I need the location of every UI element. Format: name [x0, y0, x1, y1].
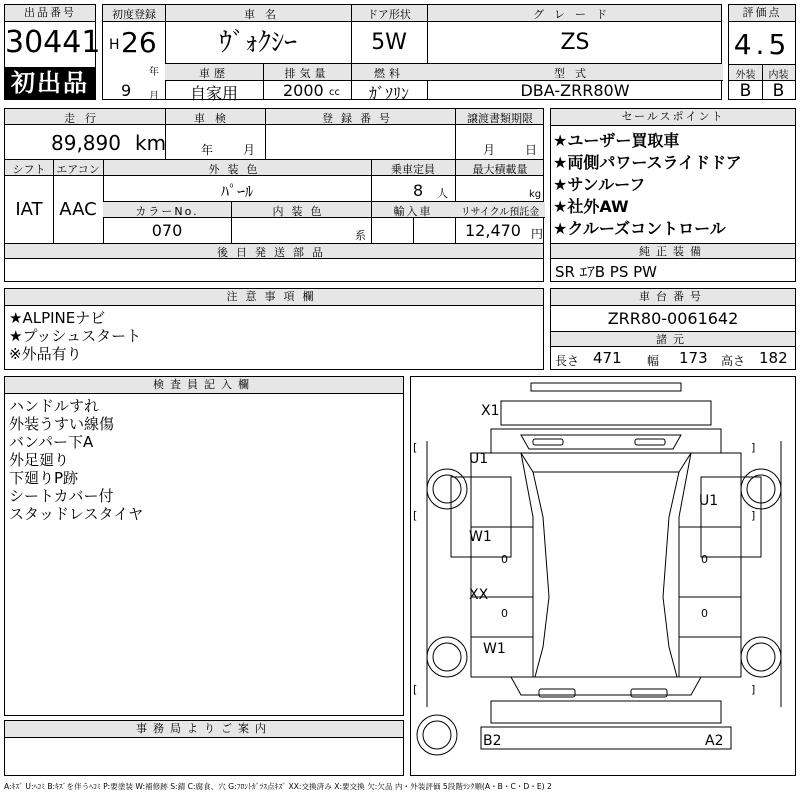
aircon-label: エアコン: [56, 163, 100, 176]
equipment-value: SR ｴｱB PS PW: [555, 263, 657, 281]
mileage-label: 走行: [64, 112, 106, 125]
int-color-unit: 系: [355, 229, 366, 242]
zero-mark: 0: [501, 607, 508, 620]
chassis-label: 車台番号: [551, 289, 795, 306]
width-label: 幅: [647, 354, 660, 368]
mark-a2: A2: [705, 733, 724, 749]
transfer-doc-label: 譲渡書類期限: [467, 112, 533, 125]
bracket-mark: [: [413, 683, 418, 696]
fuel: ｶﾞｿﾘﾝ: [368, 84, 409, 103]
ext-color-label: 外装色: [208, 163, 266, 176]
mileage: 89,890: [51, 131, 121, 155]
inspector-item: ハンドルすれ: [9, 397, 100, 415]
recycle-label: リサイクル預託金: [460, 207, 540, 218]
width: 173: [679, 349, 708, 367]
ext-color: ﾊﾟｰﾙ: [220, 182, 253, 201]
car-name: ｳﾞｫｸｼｰ: [218, 28, 297, 58]
month-unit: 月: [149, 91, 159, 102]
shift-label: シフト: [12, 163, 46, 176]
model-label: 型式: [554, 67, 596, 80]
month: 9: [121, 81, 132, 100]
zero-mark: 0: [701, 607, 708, 620]
interior-label: 内装: [768, 70, 789, 81]
mileage-unit: km: [135, 131, 167, 155]
inspection-label: 車検: [194, 112, 236, 125]
mark-x1: X1: [481, 403, 500, 419]
sales-point-item: ★ユーザー買取車: [553, 131, 680, 150]
inspector-box: [4, 376, 404, 716]
displacement: 2000: [283, 81, 324, 100]
recycle: 12,470: [465, 221, 521, 240]
zero-mark: 0: [701, 553, 708, 566]
color-no-label: カラーNo.: [135, 205, 199, 218]
exterior-label: 外装: [735, 70, 756, 81]
color-no: 070: [151, 221, 183, 240]
inspection-month-unit: 月: [243, 143, 256, 157]
equipment-label: 純正装備: [551, 244, 795, 259]
inspector-item: バンパー下A: [9, 433, 94, 451]
grade: ZS: [560, 30, 590, 55]
score-label: 評価点: [729, 5, 795, 22]
car-name-label: 車名: [244, 8, 286, 21]
sales-points-box: [550, 108, 796, 282]
note-item: ※外品有り: [9, 345, 82, 363]
specs-box: [4, 108, 544, 282]
era: H: [109, 37, 120, 53]
capacity-unit: 人: [437, 187, 448, 200]
int-color-label: 内装色: [272, 205, 330, 218]
mark-w1-upper: W1: [469, 529, 492, 545]
grade-label: グレード: [533, 8, 617, 21]
note-item: ★ALPINEナビ: [9, 309, 106, 327]
car-diagram-box: [410, 376, 796, 776]
capacity: 8: [413, 181, 424, 200]
mark-xx: XX: [469, 587, 489, 603]
later-parts-label: 後日発送部品: [217, 246, 331, 259]
sales-point-item: ★クルーズコントロール: [553, 219, 726, 238]
capacity-label: 乗車定員: [391, 163, 435, 176]
inspector-item: 外足廻り: [9, 451, 70, 469]
inspector-item: シートカバー付: [9, 487, 114, 505]
recycle-unit: 円: [531, 227, 544, 241]
inspector-item: スタッドレスタイヤ: [9, 505, 144, 523]
transfer-month-unit: 月: [483, 143, 496, 157]
bracket-mark: ]: [751, 441, 756, 454]
office-box: [4, 720, 404, 776]
displacement-label: 排気量: [284, 67, 330, 80]
notes-list: [9, 309, 141, 363]
length: 471: [593, 349, 622, 367]
score-box: [728, 4, 796, 100]
chassis-number: ZRR80-0061642: [607, 309, 739, 328]
length-label: 長さ: [555, 354, 580, 368]
mark-u1-left: U1: [469, 451, 489, 467]
height: 182: [759, 349, 788, 367]
lot-number-label: 出品番号: [5, 5, 95, 22]
mark-b2: B2: [483, 733, 502, 749]
interior-grade: B: [772, 81, 785, 101]
model: DBA-ZRR80W: [520, 81, 630, 100]
sales-points-list: [553, 130, 742, 240]
notes-box: [4, 288, 544, 370]
score: 4.5: [733, 28, 791, 61]
max-load-unit: kg: [529, 189, 542, 200]
fuel-label: 燃料: [374, 67, 404, 80]
mark-w1-lower: W1: [483, 641, 506, 657]
door: 5W: [371, 30, 407, 55]
sales-points-label: セールスポイント: [551, 109, 795, 126]
first-listing-badge: 初出品: [5, 67, 95, 99]
note-item: ★プッシュスタート: [9, 327, 142, 345]
history: 自家用: [189, 84, 238, 103]
sales-point-item: ★両側パワースライドドア: [553, 153, 742, 172]
inspector-item: 外装うすい線傷: [9, 415, 115, 433]
vehicle-info-box: [102, 4, 722, 103]
car-diagram: [411, 377, 795, 775]
bracket-mark: [: [413, 509, 418, 522]
displacement-unit: cc: [329, 87, 340, 98]
sales-point-item: ★サンルーフ: [553, 175, 646, 194]
inspection-year-unit: 年: [201, 143, 214, 157]
lot-number-box: [4, 4, 101, 100]
inspector-item: 下廻りP跡: [9, 469, 79, 487]
legend: A:ｷｽﾞ U:ﾍｺﾐ B:ｷｽﾞを伴うﾍｺﾐ P:要塗装 W:補修跡 S:錆 C:腐食、穴 G:ﾌﾛﾝﾄｶﾞﾗｽ点ｷｽﾞ XX:交換済み X:要交換 欠:欠品 内・外装評価 5段階ﾗﾝｸ順(A・B・C・D・E) 2: [4, 782, 552, 791]
height-label: 高さ: [721, 354, 746, 368]
dims-label: 諸元: [551, 332, 795, 347]
bracket-mark: [: [413, 441, 418, 454]
chassis-box: [550, 288, 796, 370]
zero-mark: 0: [501, 553, 508, 566]
door-label: ドア形状: [367, 8, 411, 21]
history-label: 車歴: [199, 67, 229, 80]
exterior-grade: B: [739, 81, 752, 101]
inspector-label: 検査員記入欄: [5, 377, 403, 394]
bracket-mark: ]: [751, 683, 756, 696]
office-label: 事務局よりご案内: [5, 721, 403, 738]
transfer-day-unit: 日: [525, 143, 538, 157]
reg-number-label: 登録番号: [322, 112, 398, 125]
year-unit: 年: [149, 67, 159, 78]
first-registration-label: 初度登録: [112, 8, 156, 21]
inspector-list: [9, 397, 143, 523]
import-label: 輸入車: [393, 205, 433, 218]
notes-label: 注意事項欄: [5, 289, 543, 306]
sales-point-item: ★社外AW: [553, 197, 629, 216]
shift: IAT: [15, 199, 43, 220]
mark-u1-right: U1: [699, 493, 719, 509]
aircon: AAC: [59, 199, 97, 220]
lot-number: 30441: [5, 25, 101, 60]
max-load-label: 最大積載量: [472, 163, 528, 176]
bracket-mark: ]: [751, 509, 756, 522]
year: 26: [121, 26, 157, 59]
